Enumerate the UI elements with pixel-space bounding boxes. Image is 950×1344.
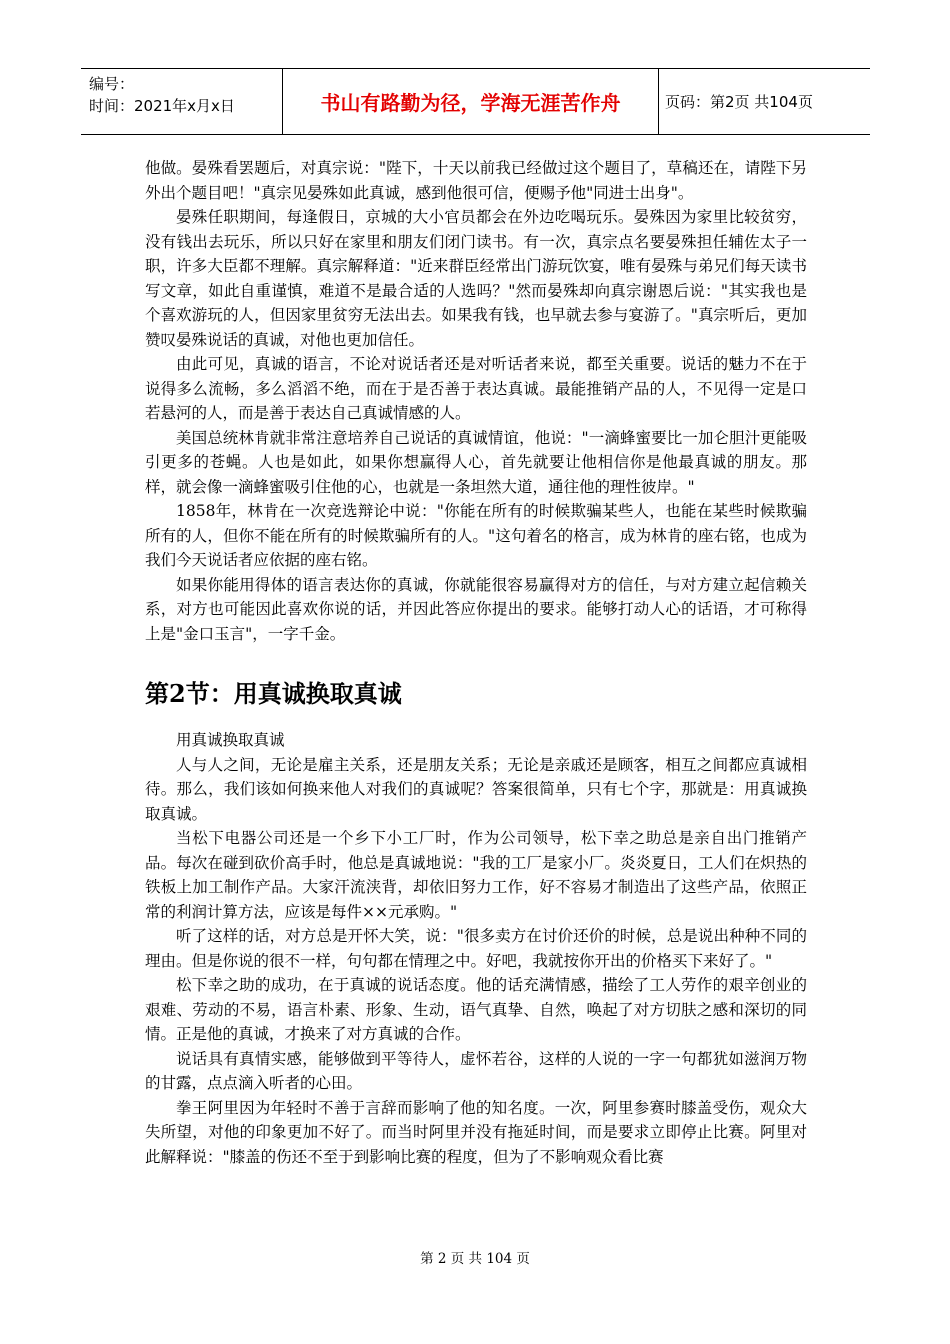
body-paragraph: 晏殊任职期间，每逢假日，京城的大小官员都会在外边吃喝玩乐。晏殊因为家里比较贫穷，没有钱出去玩乐，所以只好在家里和朋友们闭门读书。有一次，真宗点名要晏殊担任辅佐太子一职，许多大臣都不理解。真宗解释道："近来群臣经常出门游玩饮宴，唯有晏殊与弟兄们每天读书写文章，如此自重谨慎，难道不是最合适的人选吗？"然而晏殊却向真宗谢恩后说："其实我也是个喜欢游玩的人，但因家里贫穷无法出去。如果我有钱，也早就去参与宴游了。"真宗听后，更加赞叹晏殊说话的真诚，对他也更加信任。	[145, 208, 807, 349]
header-time-label: 时间：2021年x月x日	[89, 97, 235, 115]
header-page-info: 页码：第2页 共104页	[665, 93, 813, 111]
body-paragraph: 说话具有真情实感，能够做到平等待人，虚怀若谷，这样的人说的一字一句都犹如滋润万物的甘露，点点滴入听者的心田。	[145, 1049, 807, 1092]
header-motto: 书山有路勤为径，学海无涯苦作舟	[283, 69, 659, 134]
body-paragraph: 1858年，林肯在一次竞选辩论中说："你能在所有的时候欺骗某些人，也能在某些时候欺骗所有的人，但你不能在所有的时候欺骗所有的人。"这句着名的格言，成为林肯的座右铭，也成为我们今天说话者应依据的座右铭。	[145, 502, 807, 569]
body-paragraph: 他做。晏殊看罢题后，对真宗说："陛下，十天以前我已经做过这个题目了，草稿还在，请陛下另外出个题目吧！"真宗见晏殊如此真诚，感到他很可信，便赐予他"同进士出身"。	[145, 159, 807, 202]
page-footer: 第 2 页 共 104 页	[420, 1251, 530, 1267]
body-paragraph: 由此可见，真诚的语言，不论对说话者还是对听话者来说，都至关重要。说话的魅力不在于说得多么流畅，多么滔滔不绝，而在于是否善于表达真诚。最能推销产品的人，不见得一定是口若悬河的人，而是善于表达自己真诚情感的人。	[145, 355, 807, 422]
header-code-label: 编号：	[89, 75, 135, 93]
document-body	[145, 156, 807, 1169]
body-paragraph: 听了这样的话，对方总是开怀大笑，说："很多卖方在讨价还价的时候，总是说出种种不同的理由。但是你说的很不一样，句句都在情理之中。好吧，我就按你开出的价格买下来好了。"	[145, 927, 807, 970]
body-paragraph: 松下幸之助的成功，在于真诚的说话态度。他的话充满情感，描绘了工人劳作的艰辛创业的艰难、劳动的不易，语言朴素、形象、生动，语气真挚、自然，唤起了对方切肤之感和深切的同情。正是他的真诚，才换来了对方真诚的合作。	[145, 976, 807, 1043]
body-paragraph: 人与人之间，无论是雇主关系，还是朋友关系；无论是亲戚还是顾客，相互之间都应真诚相待。那么，我们该如何换来他人对我们的真诚呢？答案很简单，只有七个字，那就是：用真诚换取真诚。	[145, 755, 807, 823]
section-heading: 第2节：用真诚换取真诚	[145, 679, 402, 708]
body-paragraph: 用真诚换取真诚	[176, 731, 285, 749]
body-paragraph: 拳王阿里因为年轻时不善于言辞而影响了他的知名度。一次，阿里参赛时膝盖受伤，观众大失所望，对他的印象更加不好了。而当时阿里并没有拖延时间，而是要求立即停止比赛。阿里对此解释说："膝盖的伤还不至于到影响比赛的程度，但为了不影响观众看比赛	[145, 1098, 807, 1166]
page-header	[81, 68, 870, 135]
body-paragraph: 如果你能用得体的语言表达你的真诚，你就能很容易赢得对方的信任，与对方建立起信赖关系，对方也可能因此喜欢你说的话，并因此答应你提出的要求。能够打动人心的话语，才可称得上是"金口玉言"，一字千金。	[145, 575, 807, 643]
header-meta	[81, 69, 283, 134]
body-paragraph: 美国总统林肯就非常注意培养自己说话的真诚情谊，他说："一滴蜂蜜要比一加仑胆汁更能吸引更多的苍蝇。人也是如此，如果你想赢得人心，首先就要让他相信你是他最真诚的朋友。那样，就会像一滴蜂蜜吸引住他的心，也就是一条坦然大道，通往他的理性彼岸。"	[145, 428, 807, 496]
body-paragraph: 当松下电器公司还是一个乡下小工厂时，作为公司领导，松下幸之助总是亲自出门推销产品。每次在碰到砍价高手时，他总是真诚地说："我的工厂是家小厂。炎炎夏日，工人们在炽热的铁板上加工制作产品。大家汗流浃背，却依旧努力工作，好不容易才制造出了这些产品，依照正常的利润计算方法，应该是每件××元承购。"	[145, 829, 807, 921]
